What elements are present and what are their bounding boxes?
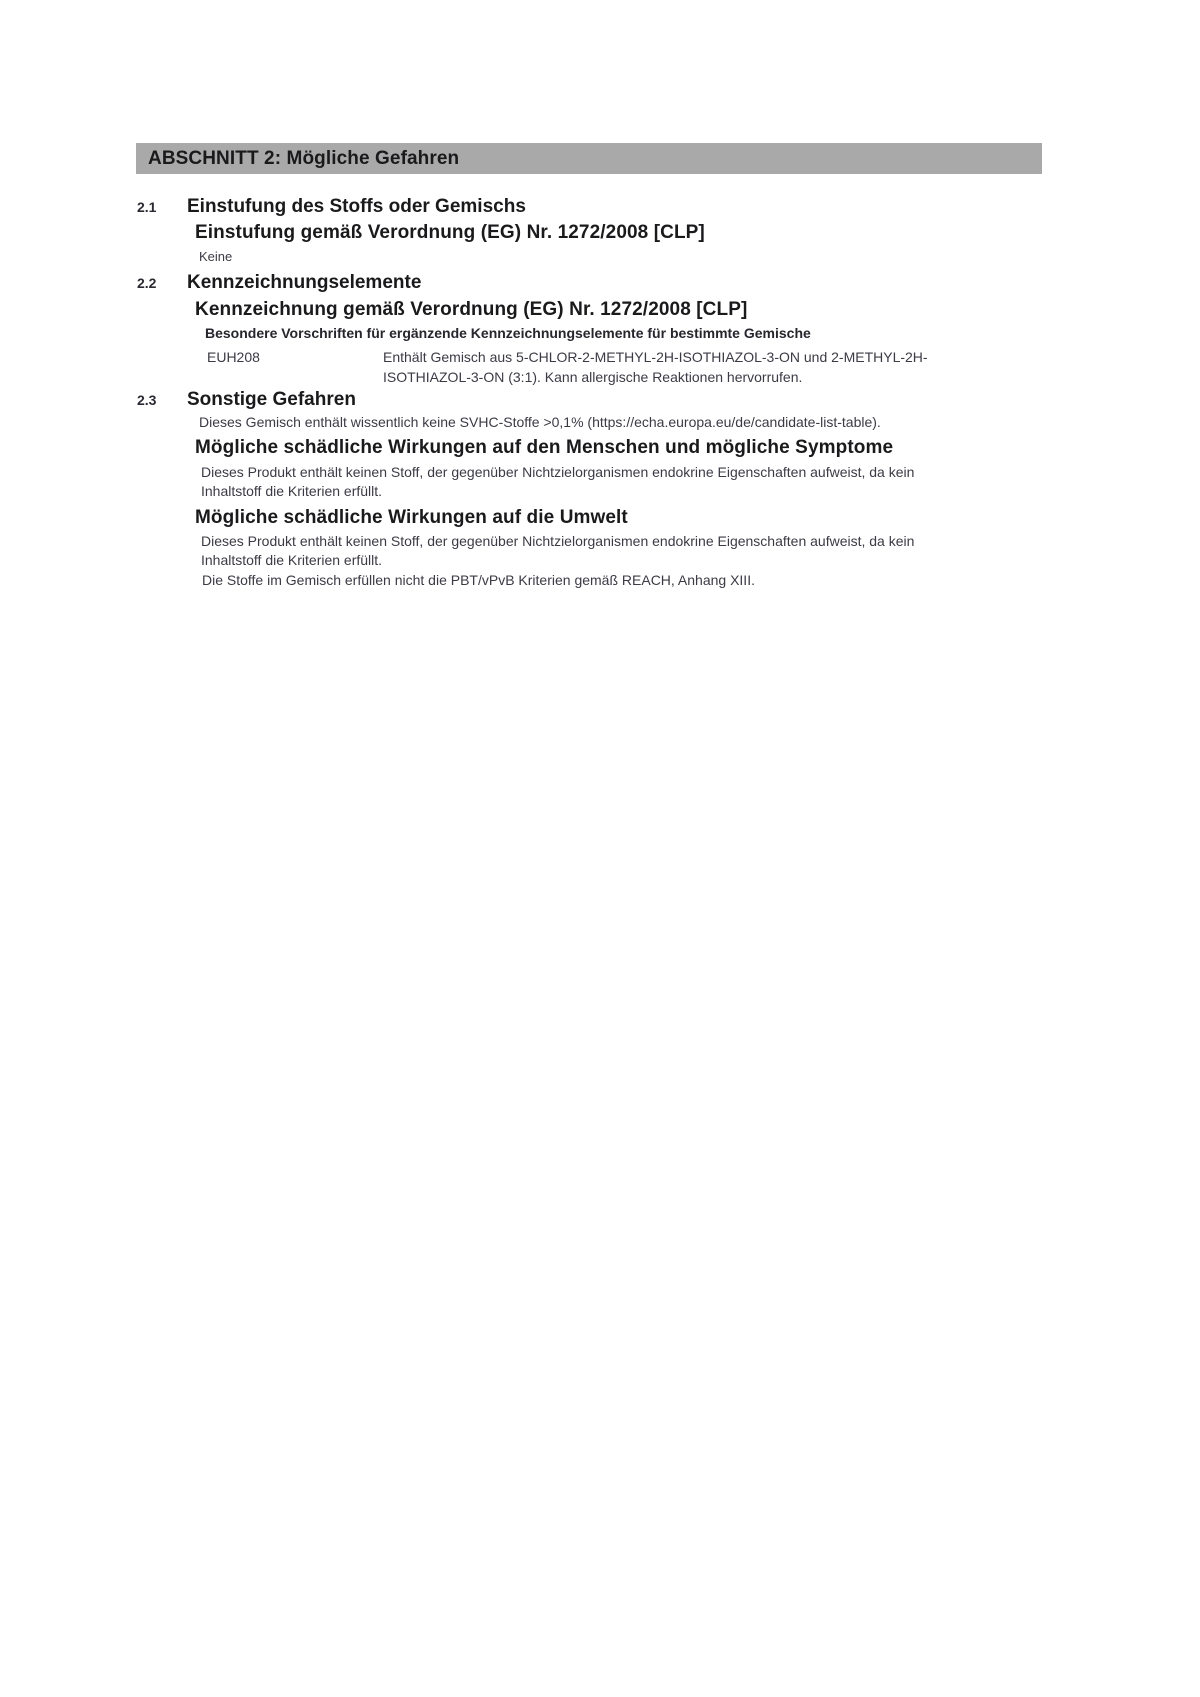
section-2-header-title: ABSCHNITT 2: Mögliche Gefahren	[148, 148, 460, 169]
section-2-1-title: Einstufung des Stoffs oder Gemischs	[187, 196, 526, 217]
classification-value: Keine	[199, 249, 233, 264]
section-2-1-number: 2.1	[137, 199, 157, 215]
environment-effects-subheading: Mögliche schädliche Wirkungen auf die Umwelt	[195, 507, 628, 528]
environment-effects-paragraph	[0, 532, 1200, 570]
human-effects-subheading: Mögliche schädliche Wirkungen auf den Menschen und mögliche Symptome	[195, 437, 894, 458]
svhc-note: Dieses Gemisch enthält wissentlich keine SVHC-Stoffe >0,1% (https://echa.europa.eu/de/candidate-list-table).	[199, 414, 881, 430]
pbt-vpvb-note: Die Stoffe im Gemisch erfüllen nicht die PBT/vPvB Kriterien gemäß REACH, Anhang XIII.	[202, 572, 755, 588]
section-2-header-bar	[136, 143, 1042, 174]
euh208-row	[0, 347, 1200, 387]
special-provisions-heading: Besondere Vorschriften für ergänzende Kennzeichnungselemente für bestimmte Gemische	[205, 325, 811, 341]
section-2-1-heading-row	[0, 196, 1200, 218]
section-2-2-heading-row	[0, 272, 1200, 294]
paragraph-line: Inhaltstoff die Kriterien erfüllt.	[201, 483, 383, 499]
section-2-2-title: Kennzeichnungselemente	[187, 272, 422, 293]
paragraph-line: Dieses Produkt enthält keinen Stoff, der gegenüber Nichtzielorganismen endokrine Eigenschaften aufweist, da kein	[201, 464, 915, 480]
euh208-description-line: ISOTHIAZOL-3-ON (3:1). Kann allergische Reaktionen hervorrufen.	[383, 369, 803, 385]
euh208-description-line: Enthält Gemisch aus 5-CHLOR-2-METHYL-2H-ISOTHIAZOL-3-ON und 2-METHYL-2H-	[383, 349, 928, 365]
clp-classification-subheading: Einstufung gemäß Verordnung (EG) Nr. 1272/2008 [CLP]	[195, 222, 705, 243]
section-2-3-heading-row	[0, 389, 1200, 411]
paragraph-line: Dieses Produkt enthält keinen Stoff, der gegenüber Nichtzielorganismen endokrine Eigenschaften aufweist, da kein	[201, 533, 915, 549]
section-2-3-title: Sonstige Gefahren	[187, 389, 356, 410]
paragraph-line: Inhaltstoff die Kriterien erfüllt.	[201, 552, 383, 568]
euh208-description	[383, 347, 928, 387]
clp-labelling-subheading: Kennzeichnung gemäß Verordnung (EG) Nr. 1272/2008 [CLP]	[195, 299, 748, 320]
section-2-3-number: 2.3	[137, 392, 157, 408]
human-effects-paragraph	[0, 463, 1200, 501]
section-2-2-number: 2.2	[137, 275, 157, 291]
euh208-code: EUH208	[207, 349, 260, 365]
